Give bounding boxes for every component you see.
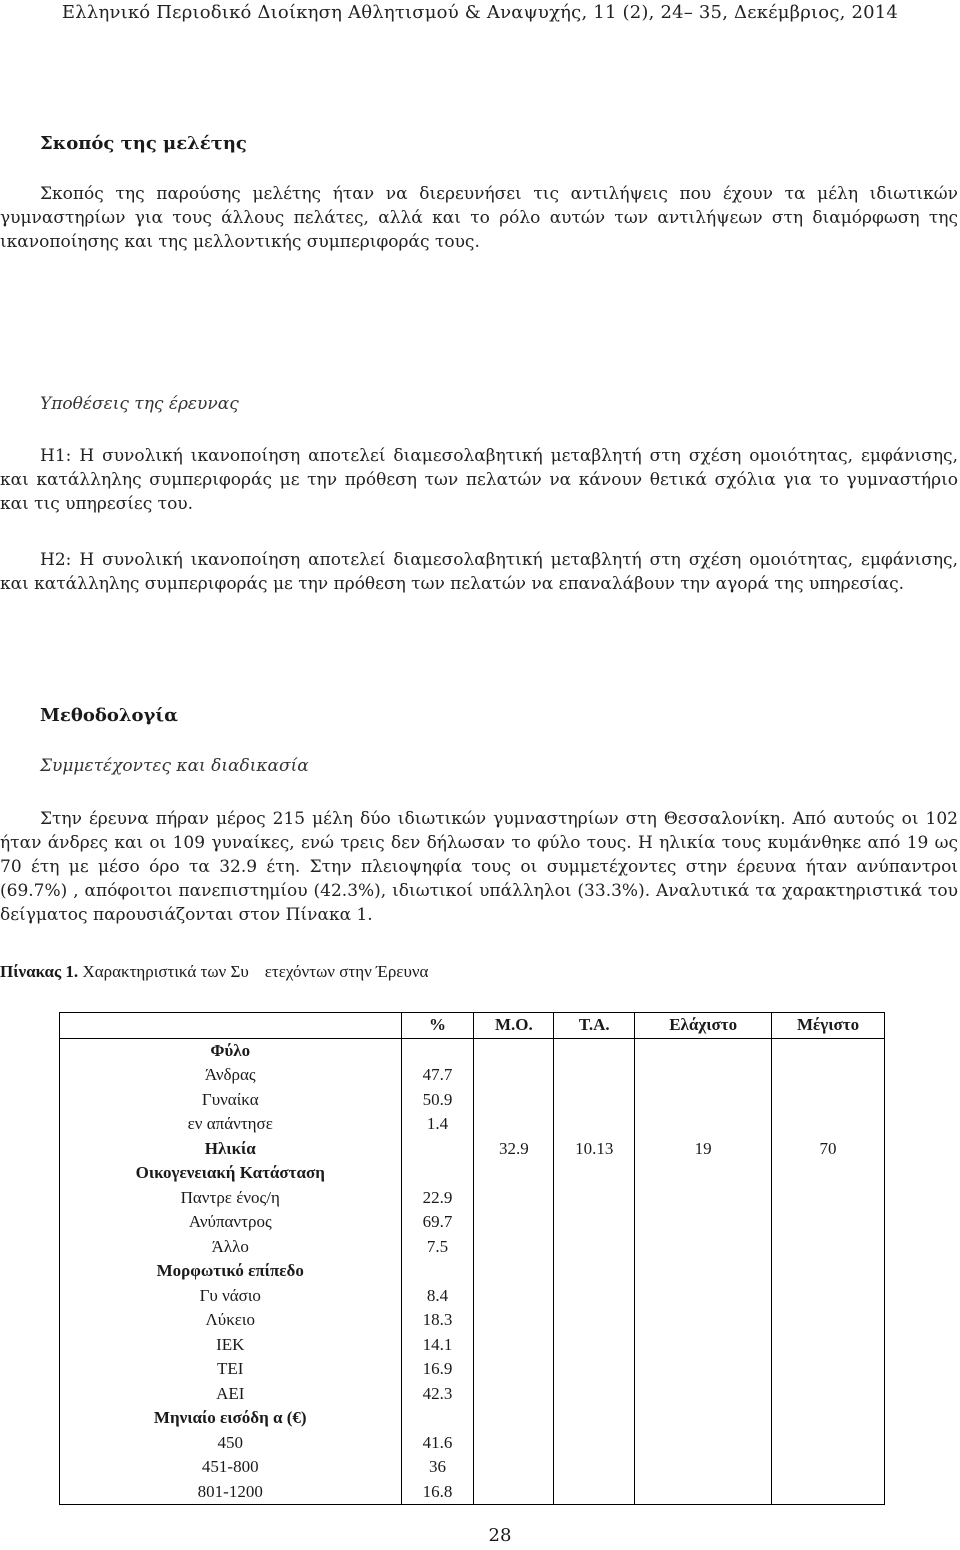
table-row bbox=[60, 1235, 885, 1260]
table-cell bbox=[474, 1063, 554, 1088]
table-cell: 70 bbox=[772, 1137, 885, 1162]
table-caption-label: Πίνακας 1. bbox=[0, 962, 79, 981]
table-cell: 41.6 bbox=[401, 1431, 474, 1456]
table-cell: 32.9 bbox=[474, 1137, 554, 1162]
table-header-cell: Ελάχιστο bbox=[635, 1013, 772, 1039]
table-cell bbox=[554, 1333, 635, 1358]
table-row bbox=[60, 1210, 885, 1235]
table-row-label: ΙΕΚ bbox=[60, 1333, 402, 1358]
table-cell bbox=[474, 1357, 554, 1382]
table-cell bbox=[474, 1235, 554, 1260]
table-row-label: Γυ νάσιο bbox=[60, 1284, 402, 1309]
table-cell: 18.3 bbox=[401, 1308, 474, 1333]
table-cell bbox=[554, 1308, 635, 1333]
table-cell bbox=[772, 1357, 885, 1382]
table-cell bbox=[772, 1038, 885, 1063]
table-cell bbox=[772, 1186, 885, 1211]
table-cell bbox=[554, 1406, 635, 1431]
table-cell bbox=[554, 1088, 635, 1113]
table-cell: 16.8 bbox=[401, 1480, 474, 1505]
table-row-label: 801-1200 bbox=[60, 1480, 402, 1505]
table-cell bbox=[772, 1112, 885, 1137]
table-header-cell: Μ.Ο. bbox=[474, 1013, 554, 1039]
methodology-title: Μεθοδολογία bbox=[40, 705, 178, 726]
table-cell bbox=[772, 1308, 885, 1333]
table-row bbox=[60, 1480, 885, 1505]
table-cell bbox=[554, 1357, 635, 1382]
table-row-label: Παντρε ένος/η bbox=[60, 1186, 402, 1211]
table-cell bbox=[635, 1431, 772, 1456]
table-cell bbox=[772, 1235, 885, 1260]
table-row bbox=[60, 1406, 885, 1431]
table-row bbox=[60, 1186, 885, 1211]
table-row-label: Γυναίκα bbox=[60, 1088, 402, 1113]
table-row-label: Οικογενειακή Κατάσταση bbox=[60, 1161, 402, 1186]
table-header-cell: Μέγιστο bbox=[772, 1013, 885, 1039]
table-header-cell: % bbox=[401, 1013, 474, 1039]
table-cell bbox=[554, 1455, 635, 1480]
table-cell bbox=[772, 1259, 885, 1284]
table-cell bbox=[772, 1161, 885, 1186]
table-cell bbox=[554, 1284, 635, 1309]
table-row-label: Ανύπαντρος bbox=[60, 1210, 402, 1235]
table-cell bbox=[772, 1431, 885, 1456]
table-cell bbox=[554, 1161, 635, 1186]
table-row-label: Άλλο bbox=[60, 1235, 402, 1260]
table-cell bbox=[635, 1186, 772, 1211]
table-cell bbox=[554, 1186, 635, 1211]
hypothesis-h2: Η2: Η συνολική ικανοποίηση αποτελεί διαμεσολαβητική μεταβλητή στη σχέση ομοιότητας, εμφάνισης, και κατάλληλης συμπεριφοράς με την πρόθεση των πελατών να επαναλάβουν την αγορά της υπηρεσίας. bbox=[0, 550, 958, 594]
table-row-label: Μορφωτικό επίπεδο bbox=[60, 1259, 402, 1284]
table-cell bbox=[772, 1382, 885, 1407]
table-cell bbox=[635, 1161, 772, 1186]
journal-header: Ελληνικό Περιοδικό Διοίκηση Αθλητισμού & Αναψυχής, 11 (2), 24– 35, Δεκέμβριος, 2014 bbox=[61, 2, 899, 23]
table-cell bbox=[635, 1333, 772, 1358]
table-cell bbox=[635, 1382, 772, 1407]
hypotheses-title: Υποθέσεις της έρευνας bbox=[40, 394, 239, 414]
table-cell bbox=[772, 1455, 885, 1480]
table-cell: 19 bbox=[635, 1137, 772, 1162]
table-cell bbox=[474, 1308, 554, 1333]
table-row bbox=[60, 1038, 885, 1063]
table-cell bbox=[635, 1112, 772, 1137]
table-row bbox=[60, 1455, 885, 1480]
table-header-cell bbox=[60, 1013, 402, 1039]
table-cell bbox=[401, 1259, 474, 1284]
table-cell bbox=[554, 1038, 635, 1063]
table-row-label: Λύκειο bbox=[60, 1308, 402, 1333]
table-cell: 10.13 bbox=[554, 1137, 635, 1162]
table-cell bbox=[772, 1284, 885, 1309]
table-cell bbox=[474, 1038, 554, 1063]
table-cell bbox=[635, 1357, 772, 1382]
table-cell bbox=[635, 1088, 772, 1113]
table-row-label: εν απάντησε bbox=[60, 1112, 402, 1137]
table-row bbox=[60, 1112, 885, 1137]
table-cell bbox=[635, 1455, 772, 1480]
table-row bbox=[60, 1357, 885, 1382]
participants-subtitle: Συμμετέχοντες και διαδικασία bbox=[40, 756, 309, 776]
table-cell: 1.4 bbox=[401, 1112, 474, 1137]
table-cell bbox=[401, 1161, 474, 1186]
table-row bbox=[60, 1137, 885, 1162]
table-cell bbox=[635, 1284, 772, 1309]
table-row-label: Ηλικία bbox=[60, 1137, 402, 1162]
table-cell bbox=[635, 1480, 772, 1505]
table-cell: 22.9 bbox=[401, 1186, 474, 1211]
table-header-cell: Τ.Α. bbox=[554, 1013, 635, 1039]
table-caption bbox=[0, 962, 428, 982]
table-row-label: Μηνιαίο εισόδη α (€) bbox=[60, 1406, 402, 1431]
table-cell bbox=[635, 1038, 772, 1063]
table-cell: 69.7 bbox=[401, 1210, 474, 1235]
table-row bbox=[60, 1382, 885, 1407]
table-cell bbox=[401, 1406, 474, 1431]
table-cell bbox=[554, 1063, 635, 1088]
table-caption-text-b: ετεχόντων στην Έρευνα bbox=[264, 962, 429, 981]
table-cell bbox=[635, 1235, 772, 1260]
table-cell: 50.9 bbox=[401, 1088, 474, 1113]
table-row-label: ΑΕΙ bbox=[60, 1382, 402, 1407]
table-cell bbox=[635, 1259, 772, 1284]
table-cell bbox=[474, 1382, 554, 1407]
table-cell bbox=[554, 1480, 635, 1505]
table-cell bbox=[401, 1137, 474, 1162]
table-cell bbox=[635, 1308, 772, 1333]
methodology-paragraph: Στην έρευνα πήραν μέρος 215 μέλη δύο ιδιωτικών γυμναστηρίων στη Θεσσαλονίκη. Από αυτούς οι 102 ήταν άνδρες και οι 109 γυναίκες, ενώ τρεις δεν δήλωσαν το φύλο τους. Η ηλικία τους κυμάνθηκε από 19 ως 70 έτη με μέσο όρο τα 32.9 έτη. Στην πλειοψηφία τους οι συμμετέχοντες στην έρευνα ήταν ανύπαντροι (69.7%) , απόφοιτοι πανεπιστημίου (42.3%), ιδιωτικοί υπάλληλοι (33.3%). Αναλυτικά τα χαρακτηριστικά του δείγματος παρουσιάζονται στον Πίνακα 1. bbox=[0, 809, 958, 925]
table-header-row bbox=[60, 1013, 885, 1039]
table-cell bbox=[554, 1112, 635, 1137]
table-cell bbox=[474, 1161, 554, 1186]
table-row bbox=[60, 1284, 885, 1309]
table-cell bbox=[474, 1431, 554, 1456]
table-row-label: 451-800 bbox=[60, 1455, 402, 1480]
table-row bbox=[60, 1088, 885, 1113]
table-row-label: Άνδρας bbox=[60, 1063, 402, 1088]
table-row-label: ΤΕΙ bbox=[60, 1357, 402, 1382]
table-cell bbox=[554, 1210, 635, 1235]
table-cell bbox=[635, 1063, 772, 1088]
participants-table bbox=[59, 1012, 885, 1505]
table-row bbox=[60, 1063, 885, 1088]
table-cell bbox=[474, 1210, 554, 1235]
table-cell: 36 bbox=[401, 1455, 474, 1480]
table-cell bbox=[474, 1333, 554, 1358]
table-cell: 42.3 bbox=[401, 1382, 474, 1407]
table-cell bbox=[635, 1210, 772, 1235]
table-caption-text-a: Χαρακτηριστικά των Συ bbox=[82, 962, 249, 981]
table-cell bbox=[474, 1455, 554, 1480]
table-cell bbox=[772, 1088, 885, 1113]
table-row bbox=[60, 1308, 885, 1333]
table-cell bbox=[474, 1406, 554, 1431]
table-cell bbox=[772, 1406, 885, 1431]
table-cell bbox=[474, 1480, 554, 1505]
table-cell bbox=[474, 1259, 554, 1284]
table-cell bbox=[635, 1406, 772, 1431]
table-row bbox=[60, 1161, 885, 1186]
table-row bbox=[60, 1333, 885, 1358]
table-cell bbox=[554, 1235, 635, 1260]
table-cell: 16.9 bbox=[401, 1357, 474, 1382]
table-cell bbox=[474, 1088, 554, 1113]
table-cell bbox=[772, 1063, 885, 1088]
table-cell: 7.5 bbox=[401, 1235, 474, 1260]
aim-paragraph: Σκοπός της παρούσης μελέτης ήταν να διερευνήσει τις αντιλήψεις που έχουν τα μέλη ιδιωτικών γυμναστηρίων για τους άλλους πελάτες, αλλά και το ρόλο αυτών των αντιλήψεων στη διαμόρφωση της ικανοποίησης και της μελλοντικής συμπεριφοράς τους. bbox=[0, 184, 958, 252]
table-cell: 8.4 bbox=[401, 1284, 474, 1309]
table-cell bbox=[474, 1112, 554, 1137]
table-cell: 14.1 bbox=[401, 1333, 474, 1358]
table-cell bbox=[554, 1259, 635, 1284]
table-row-label: 450 bbox=[60, 1431, 402, 1456]
hypothesis-h1: Η1: Η συνολική ικανοποίηση αποτελεί διαμεσολαβητική μεταβλητή στη σχέση ομοιότητας, εμφάνισης, και κατάλληλης συμπεριφοράς με την πρόθεση των πελατών να κάνουν θετικά σχόλια για το γυμναστήριο και τις υπηρεσίες του. bbox=[0, 446, 958, 514]
table-cell bbox=[474, 1186, 554, 1211]
table-row bbox=[60, 1431, 885, 1456]
table-cell bbox=[772, 1480, 885, 1505]
table-cell bbox=[554, 1382, 635, 1407]
table-cell bbox=[772, 1333, 885, 1358]
table-cell bbox=[554, 1431, 635, 1456]
table-row bbox=[60, 1259, 885, 1284]
table-cell bbox=[474, 1284, 554, 1309]
table-row-label: Φύλο bbox=[60, 1038, 402, 1063]
table-cell bbox=[401, 1038, 474, 1063]
table-cell bbox=[772, 1210, 885, 1235]
page-number: 28 bbox=[488, 1525, 512, 1546]
aim-title: Σκοπός της μελέτης bbox=[40, 133, 247, 154]
table-cell: 47.7 bbox=[401, 1063, 474, 1088]
